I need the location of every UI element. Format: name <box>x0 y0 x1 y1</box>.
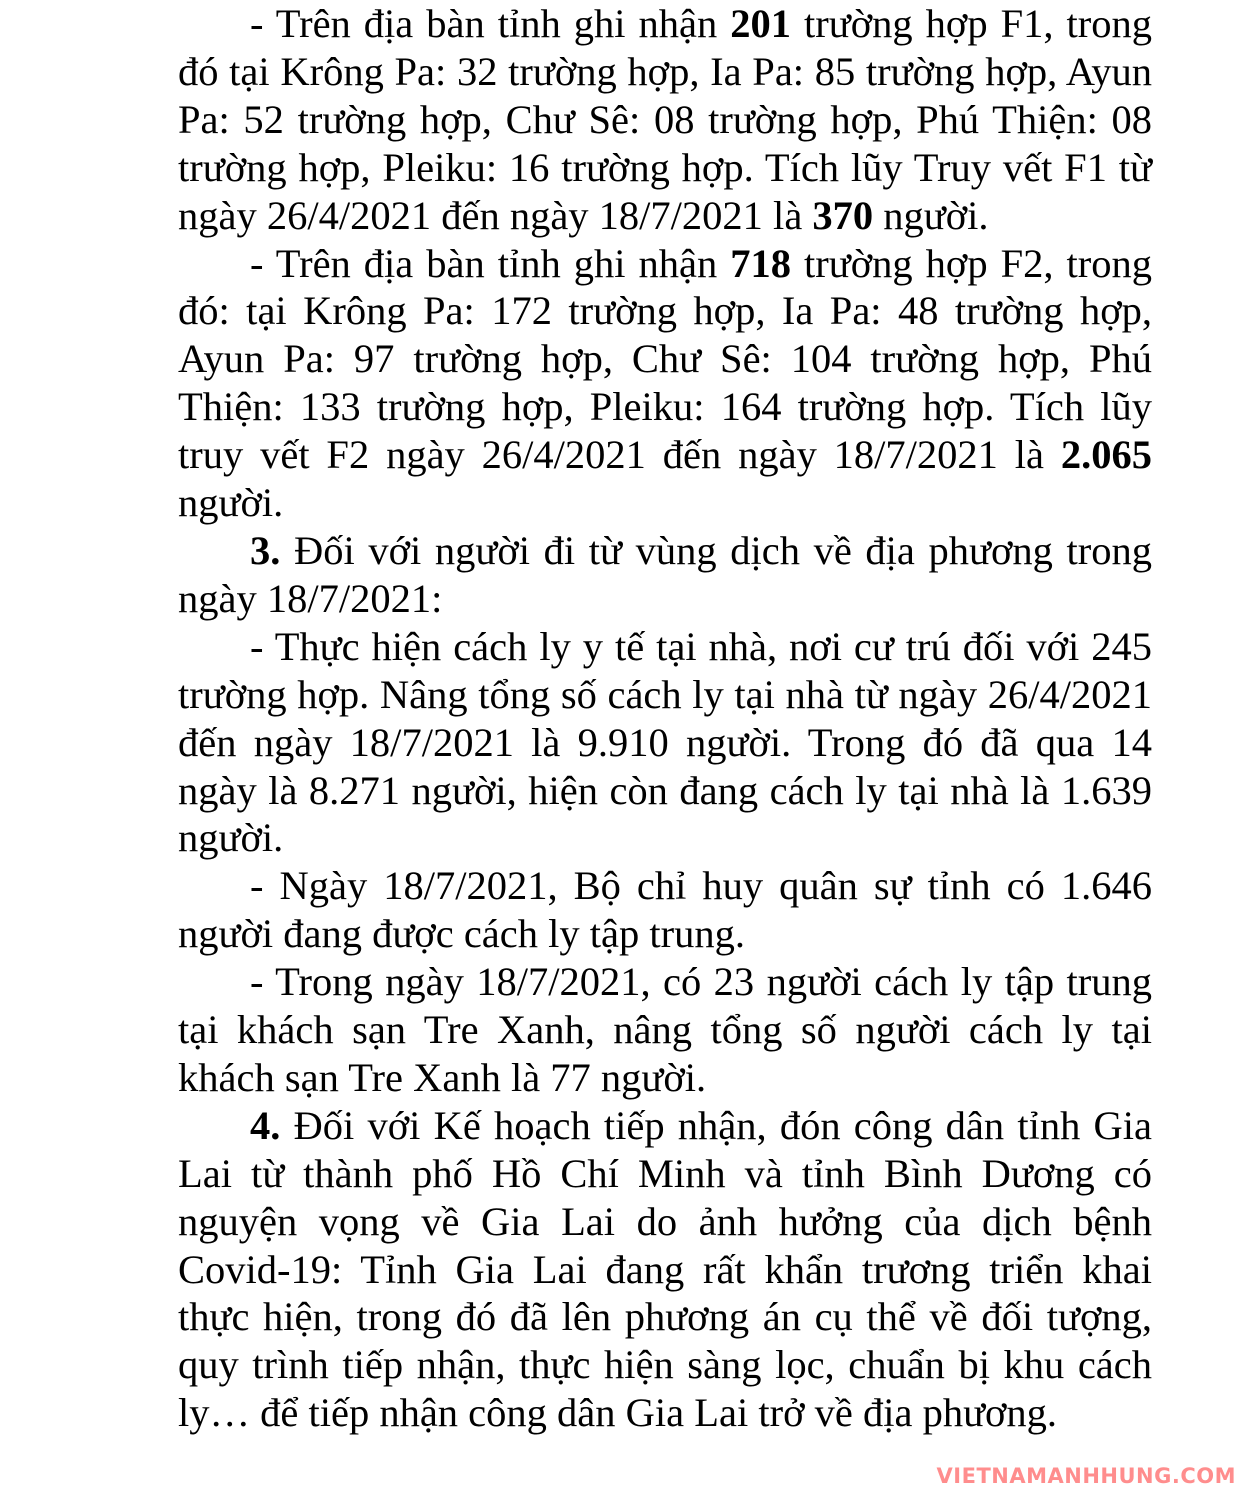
text: trường hợp F1, trong đó tại Krông Pa: 32 trường hợp, Ia Pa: 85 trường hợp, Ayun Pa: 52 trường hợp, Chư Sê: 08 trường hợp, Phú Thiện: 08 trường hợp, Pleiku: 16 trường hợp. Tích lũy Truy vết F1 từ ngày 26/4/2021 đến ngày 18/7/2021 là <box>178 1 1152 238</box>
f1-count: 201 <box>730 1 792 46</box>
watermark: VIETNAMANHHUNG.COM <box>936 1464 1236 1488</box>
f2-total: 2.065 <box>1060 432 1152 478</box>
text: - Thực hiện cách ly y tế tại nhà, nơi cư trú đối với 245 trường hợp. Nâng tổng số cách ly tại nhà từ ngày 26/4/2021 đến ngày 18/7/2021 là 9.910 người. Trong đó đã qua 14 ngày là 8.271 người, hiện còn đang cách ly tại nhà là 1.639 người. <box>178 623 1152 861</box>
section-4-paragraph <box>178 1102 1152 1437</box>
paragraph-f2-cases <box>178 240 1152 527</box>
text: trường hợp F2, trong đó: tại Krông Pa: 172 trường hợp, Ia Pa: 48 trường hợp, Ayun Pa: 97 trường hợp, Chư Sê: 104 trường hợp, Phú Thiện: 133 trường hợp, Pleiku: 164 trường hợp. Tích lũy truy vết F2 ngày 26/4/2021 đến ngày 18/7/2021 là <box>178 240 1152 478</box>
text: - Trong ngày 18/7/2021, có 23 người cách ly tập trung tại khách sạn Tre Xanh, nâng tổng số người cách ly tại khách sạn Tre Xanh là 77 người. <box>178 959 1152 1100</box>
paragraph-hotel-isolation <box>178 958 1152 1102</box>
text: - Trên địa bàn tỉnh ghi nhận <box>250 240 731 286</box>
section-number: 3. <box>250 527 281 573</box>
document-page <box>178 0 1152 1437</box>
text: - Trên địa bàn tỉnh ghi nhận <box>250 1 731 46</box>
text: người. <box>178 480 284 526</box>
paragraph-f1-cases <box>178 0 1152 240</box>
f2-count: 718 <box>730 240 792 286</box>
paragraph-home-isolation <box>178 623 1152 863</box>
text: Đối với người đi từ vùng dịch về địa phương trong ngày 18/7/2021: <box>178 527 1152 621</box>
text: Đối với Kế hoạch tiếp nhận, đón công dân tỉnh Gia Lai từ thành phố Hồ Chí Minh và tỉnh Bình Dương có nguyện vọng về Gia Lai do ảnh hưởng của dịch bệnh Covid-19: Tỉnh Gia Lai đang rất khẩn trương triển khai thực hiện, trong đó đã lên phương án cụ thể về đối tượng, quy trình tiếp nhận, thực hiện sàng lọc, chuẩn bị khu cách ly… để tiếp nhận công dân Gia Lai trở về địa phương. <box>178 1102 1152 1436</box>
paragraph-military-isolation <box>178 862 1152 958</box>
section-number: 4. <box>250 1102 281 1148</box>
text: - Ngày 18/7/2021, Bộ chỉ huy quân sự tỉnh có 1.646 người đang được cách ly tập trung. <box>178 863 1152 957</box>
section-3-heading <box>178 527 1152 623</box>
text: người. <box>873 192 989 238</box>
f1-total: 370 <box>812 192 874 238</box>
